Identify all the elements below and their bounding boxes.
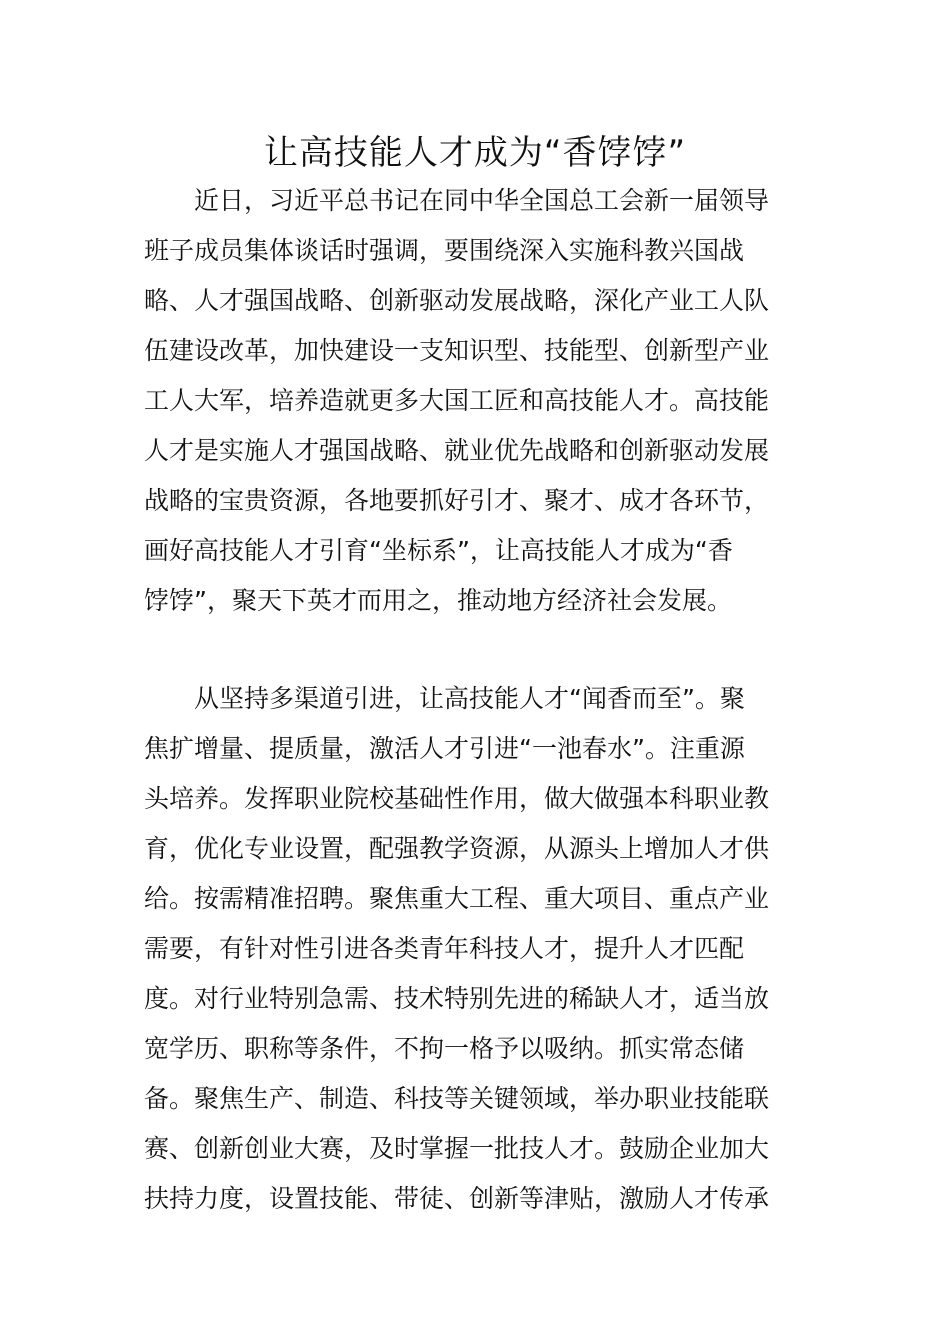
- paragraph-line: 略、人才强国战略、创新驱动发展战略，深化产业工人队: [144, 286, 770, 315]
- paragraph-line: 度。对行业特别急需、技术特别先进的稀缺人才，适当放: [144, 984, 770, 1013]
- paragraph-line: 班子成员集体谈话时强调，要围绕深入实施科教兴国战: [144, 236, 745, 265]
- paragraph-line: 扶持力度，设置技能、带徒、创新等津贴，激励人才传承: [144, 1184, 770, 1213]
- paragraph-line: 宽学历、职称等条件，不拘一格予以吸纳。抓实常态储: [144, 1034, 745, 1063]
- paragraph-1: [144, 176, 808, 626]
- paragraph-line: 工人大军，培养造就更多大国工匠和高技能人才。高技能: [144, 386, 770, 415]
- paragraph-line: 赛、创新创业大赛，及时掌握一批技人才。鼓励企业加大: [144, 1134, 770, 1163]
- paragraph-line: 伍建设改革，加快建设一支知识型、技能型、创新型产业: [144, 336, 770, 365]
- paragraph-line: 战略的宝贵资源，各地要抓好引才、聚才、成才各环节，: [144, 486, 770, 515]
- paragraph-line: 给。按需精准招聘。聚焦重大工程、重大项目、重点产业: [144, 884, 770, 913]
- paragraph-line: 头培养。发挥职业院校基础性作用，做大做强本科职业教: [144, 784, 770, 813]
- paragraph-2: [144, 674, 808, 1224]
- paragraph-line: 饽饽”，聚天下英才而用之，推动地方经济社会发展。: [144, 586, 732, 615]
- paragraph-line: 育，优化专业设置，配强教学资源，从源头上增加人才供: [144, 834, 770, 863]
- document-title: 让高技能人才成为“香饽饽”: [263, 133, 687, 173]
- paragraph-line: 备。聚焦生产、制造、科技等关键领域，举办职业技能联: [144, 1084, 770, 1113]
- paragraph-line: 需要，有针对性引进各类青年科技人才，提升人才匹配: [144, 934, 745, 963]
- paragraph-line: 焦扩增量、提质量，激活人才引进“一池春水”。注重源: [144, 734, 745, 763]
- paragraph-line: 画好高技能人才引育“坐标系”，让高技能人才成为“香: [144, 536, 733, 565]
- paragraph-line: 近日，习近平总书记在同中华全国总工会新一届领导: [144, 186, 770, 215]
- paragraph-line: 人才是实施人才强国战略、就业优先战略和创新驱动发展: [144, 436, 770, 465]
- paragraph-line: 从坚持多渠道引进，让高技能人才“闻香而至”。聚: [144, 684, 745, 713]
